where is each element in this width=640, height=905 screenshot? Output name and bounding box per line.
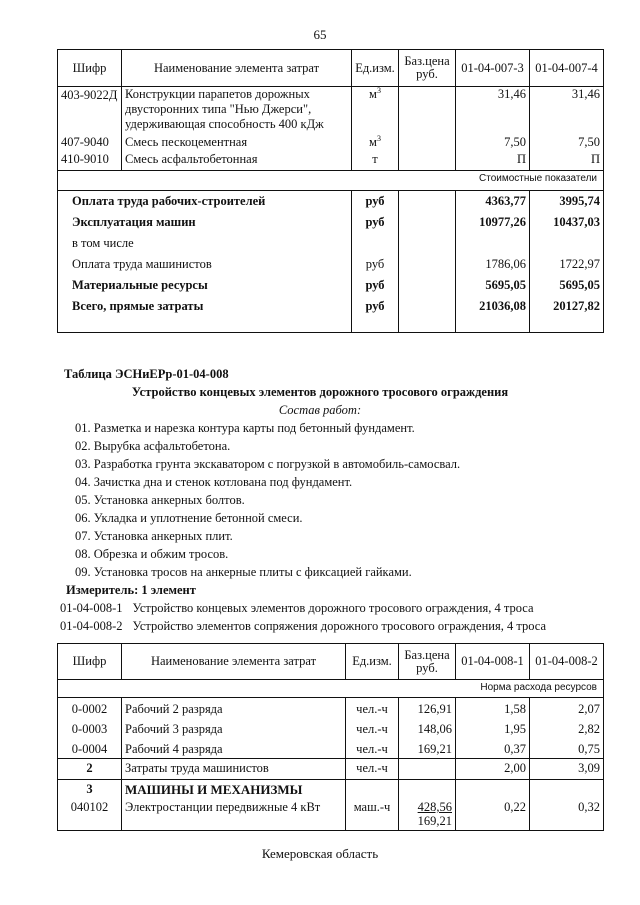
cost-row [58,191,604,213]
header-name: Наименование элемента затрат [122,644,346,680]
cost-row [58,233,604,254]
price-current: 428,56 [417,800,452,814]
cell-value-1: 31,46 [456,87,530,133]
header-name: Наименование элемента затрат [122,50,352,87]
group-value-2 [530,780,604,799]
cost-price [399,275,456,296]
table-row [58,798,604,831]
group-name: Затраты труда машинистов [122,759,346,780]
table-row [58,150,604,171]
group-unit: чел.-ч [346,759,399,780]
table-row-group [58,759,604,780]
cost-unit: руб [352,212,399,233]
cell-value-1: 1,58 [456,698,530,719]
cell-code: 403-9022Д [58,87,122,133]
cell-price [399,132,456,150]
cell-value-2: П [530,150,604,171]
cell-value-2: 31,46 [530,87,604,133]
table-row [58,738,604,759]
header-base-price: Баз.цена руб. [399,50,456,87]
resource-table-01-04-007 [57,49,604,333]
work-item: 06. Укладка и уплотнение бетонной смеси. [75,511,303,525]
cell-value-1: 1,95 [456,718,530,738]
item-code: 01-04-008-2 [60,619,123,633]
cell-code: 0-0003 [58,718,122,738]
cost-value-1: 10977,26 [456,212,530,233]
header-code: Шифр [58,50,122,87]
cost-price [399,296,456,333]
table-title: Таблица ЭСНиЕРр-01-04-008 [64,367,229,381]
cost-section-label: Стоимостные показатели [58,171,604,191]
cell-price [399,798,456,831]
page-number: 65 [313,27,327,42]
cell-unit: чел.-ч [346,698,399,719]
cost-value-2 [530,233,604,254]
cell-unit: т [352,150,399,171]
section-heading: Устройство концевых элементов дорожного тросового ограждения [131,385,509,399]
header-col-2: 01-04-008-2 [530,644,604,680]
works-heading: Состав работ: [278,403,362,417]
cell-name: Электростанции передвижные 4 кВт [122,798,346,831]
cost-unit [352,233,399,254]
group-value-2: 3,09 [530,759,604,780]
norm-section-header [58,680,604,698]
work-item: 08. Обрезка и обжим тросов. [75,547,229,561]
group-unit [346,780,399,799]
cost-value-1 [456,233,530,254]
cell-code: 410-9010 [58,150,122,171]
item-text: Устройство элементов сопряжения дорожного тросового ограждения, 4 троса [132,619,547,633]
cell-value-2: 7,50 [530,132,604,150]
cost-value-2: 3995,74 [530,191,604,213]
cell-name: Рабочий 2 разряда [122,698,346,719]
cell-price: 148,06 [399,718,456,738]
cell-value-1: 0,37 [456,738,530,759]
cost-row [58,296,604,333]
cell-unit: $м^3$ [352,132,399,150]
cell-value-2: 2,07 [530,698,604,719]
item-code: 01-04-008-1 [60,601,123,615]
table-row-group [58,780,604,799]
measure-line: Измеритель: 1 элемент [66,583,196,597]
cost-value-2: 5695,05 [530,275,604,296]
header-code: Шифр [58,644,122,680]
cost-unit: руб [352,275,399,296]
item-line [60,618,546,634]
cell-value-1: 7,50 [456,132,530,150]
work-item: 05. Установка анкерных болтов. [75,493,245,507]
cell-value-1: П [456,150,530,171]
cell-price [399,87,456,133]
cost-row [58,275,604,296]
price-previous: 169,21 [417,814,452,828]
table-row [58,87,604,133]
work-item: 07. Установка анкерных плит. [75,529,233,543]
cell-code: 407-9040 [58,132,122,150]
region-footer: Кемеровская область [261,846,379,861]
group-code: 2 [58,759,122,780]
cost-value-1: 21036,08 [456,296,530,333]
cost-name: Всего, прямые затраты [58,296,352,333]
cell-value-1: 0,22 [456,798,530,831]
cost-value-2: 20127,82 [530,296,604,333]
cell-unit: чел.-ч [346,718,399,738]
header-unit: Ед.изм. [352,50,399,87]
cell-price: 126,91 [399,698,456,719]
cost-unit: руб [352,254,399,275]
cell-value-2: 2,82 [530,718,604,738]
cell-code: 0-0002 [58,698,122,719]
cost-name: в том числе [58,233,352,254]
cell-unit: чел.-ч [346,738,399,759]
table-row [58,698,604,719]
header-base-price: Баз.цена руб. [399,644,456,680]
cost-value-1: 1786,06 [456,254,530,275]
header-unit: Ед.изм. [346,644,399,680]
header-col-1: 01-04-008-1 [456,644,530,680]
group-price [399,759,456,780]
cell-name: Рабочий 4 разряда [122,738,346,759]
group-value-1 [456,780,530,799]
header-col-2: 01-04-007-4 [530,50,604,87]
cost-section-header [58,171,604,191]
work-item: 09. Установка тросов на анкерные плиты с фиксацией гайками. [75,565,412,579]
table-row [58,132,604,150]
work-item: 01. Разметка и нарезка контура карты под бетонный фундамент. [75,421,415,435]
header-col-1: 01-04-007-3 [456,50,530,87]
cell-price [399,150,456,171]
cell-unit: маш.-ч [346,798,399,831]
resource-table-01-04-008 [57,643,604,831]
cell-name: Рабочий 3 разряда [122,718,346,738]
cell-code: 040102 [58,798,122,831]
norm-section-label: Норма расхода ресурсов [58,680,604,698]
cost-unit: руб [352,191,399,213]
cell-value-2: 0,32 [530,798,604,831]
cell-unit: $м^3$ [352,87,399,133]
work-item: 03. Разработка грунта экскаватором с погрузкой в автомобиль-самосвал. [75,457,461,471]
cell-name: Смесь пескоцементная [122,132,352,150]
work-item: 02. Вырубка асфальтобетона. [75,439,231,453]
cost-price [399,191,456,213]
cost-price [399,254,456,275]
group-name: МАШИНЫ И МЕХАНИЗМЫ [122,780,346,799]
cost-value-1: 4363,77 [456,191,530,213]
cost-row [58,254,604,275]
cell-value-2: 0,75 [530,738,604,759]
group-value-1: 2,00 [456,759,530,780]
cost-row [58,212,604,233]
group-price [399,780,456,799]
item-line [60,600,534,616]
cell-price: 169,21 [399,738,456,759]
cell-name: Конструкции парапетов дорожных двусторонних типа "Нью Джерси", удерживающая способность 400 кДж [122,87,352,133]
cost-price [399,233,456,254]
cost-value-2: 1722,97 [530,254,604,275]
cost-price [399,212,456,233]
group-code: 3 [58,780,122,799]
cost-name: Эксплуатация машин [58,212,352,233]
cost-name: Оплата труда машинистов [58,254,352,275]
item-text: Устройство концевых элементов дорожного тросового ограждения, 4 троса [132,601,534,615]
cell-code: 0-0004 [58,738,122,759]
cost-name: Оплата труда рабочих-строителей [58,191,352,213]
cell-name: Смесь асфальтобетонная [122,150,352,171]
table-row [58,718,604,738]
cost-name: Материальные ресурсы [58,275,352,296]
work-item: 04. Зачистка дна и стенок котлована под фундамент. [75,475,353,489]
cost-value-1: 5695,05 [456,275,530,296]
cost-unit: руб [352,296,399,333]
cost-value-2: 10437,03 [530,212,604,233]
